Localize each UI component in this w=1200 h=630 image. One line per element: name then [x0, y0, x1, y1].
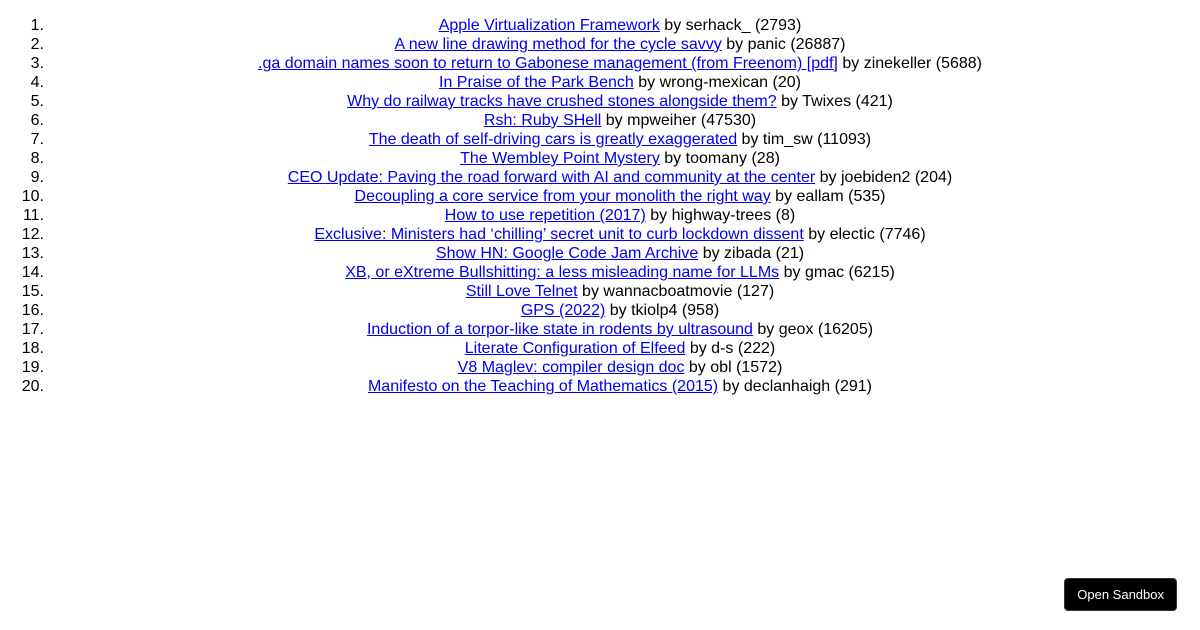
- story-number: 1.: [30, 17, 44, 34]
- story-by-label: by: [689, 340, 707, 357]
- story-number: 14.: [21, 264, 44, 281]
- story-number: 4.: [30, 74, 44, 91]
- story-by-label: by: [688, 359, 706, 376]
- story-author: electic: [829, 226, 875, 243]
- story-item: [0, 282, 1200, 301]
- story-title-link[interactable]: Rsh: Ruby SHell: [483, 112, 602, 129]
- story-by-label: by: [783, 264, 801, 281]
- story-score: (204): [914, 169, 953, 186]
- story-author: joebiden2: [840, 169, 911, 186]
- story-score: (222): [737, 340, 776, 357]
- story-score: (47530): [700, 112, 757, 129]
- story-title-link[interactable]: The Wembley Point Mystery: [460, 150, 660, 167]
- story-number: 11.: [22, 207, 44, 224]
- story-number: 5.: [30, 93, 44, 110]
- story-score: (535): [848, 188, 886, 205]
- story-by-label: by: [650, 207, 668, 224]
- story-score: (1572): [736, 359, 783, 376]
- story-title-link[interactable]: A new line drawing method for the cycle savvy: [394, 36, 722, 53]
- story-item: [0, 320, 1200, 339]
- story-by-label: by: [664, 17, 682, 34]
- story-score: (16205): [817, 321, 874, 338]
- story-by-label: by: [722, 378, 740, 395]
- story-score: (7746): [879, 226, 926, 243]
- story-item: [0, 130, 1200, 149]
- story-author: geox: [778, 321, 814, 338]
- story-number: 12.: [21, 226, 44, 243]
- story-title-link[interactable]: .ga domain names soon to return to Gabonese management (from Freenom) [pdf]: [258, 55, 838, 72]
- story-author: highway-trees: [671, 207, 772, 224]
- story-author: d-s: [711, 340, 734, 357]
- story-title-link[interactable]: Literate Configuration of Elfeed: [464, 340, 686, 357]
- story-title-link[interactable]: V8 Maglev: compiler design doc: [457, 359, 685, 376]
- story-by-label: by: [638, 74, 656, 91]
- story-title-link[interactable]: The death of self-driving cars is greatly exaggerated: [368, 131, 738, 148]
- story-number: 3.: [30, 55, 44, 72]
- story-score: (291): [834, 378, 873, 395]
- story-by-label: by: [609, 302, 627, 319]
- story-item: [0, 301, 1200, 320]
- story-score: (8): [775, 207, 796, 224]
- story-author: eallam: [796, 188, 844, 205]
- story-number: 2.: [30, 36, 44, 53]
- story-by-label: by: [781, 93, 799, 110]
- story-author: toomany: [685, 150, 748, 167]
- story-author: tim_sw: [762, 131, 813, 148]
- story-author: gmac: [804, 264, 845, 281]
- story-item: [0, 339, 1200, 358]
- story-title-link[interactable]: Manifesto on the Teaching of Mathematics (2015): [367, 378, 719, 395]
- story-by-label: by: [819, 169, 837, 186]
- story-number: 17.: [21, 321, 44, 338]
- story-title-link[interactable]: How to use repetition (2017): [444, 207, 646, 224]
- story-author: serhack_: [685, 17, 751, 34]
- story-by-label: by: [842, 55, 860, 72]
- story-number: 9.: [30, 169, 44, 186]
- story-title-link[interactable]: Why do railway tracks have crushed stones alongside them?: [347, 93, 777, 110]
- story-number: 8.: [30, 150, 44, 167]
- story-by-label: by: [808, 226, 826, 243]
- story-item: [0, 168, 1200, 187]
- story-number: 16.: [21, 302, 44, 319]
- story-number: 19.: [21, 359, 44, 376]
- story-number: 18.: [21, 340, 44, 357]
- story-number: 13.: [21, 245, 44, 262]
- open-sandbox-button[interactable]: Open Sandbox: [1064, 578, 1177, 611]
- story-score: (20): [772, 74, 801, 91]
- story-item: [0, 16, 1200, 35]
- story-item: [0, 73, 1200, 92]
- story-title-link[interactable]: Apple Virtualization Framework: [438, 17, 660, 34]
- story-number: 6.: [30, 112, 44, 129]
- story-by-label: by: [726, 36, 744, 53]
- story-item: [0, 263, 1200, 282]
- story-author: Twixes: [802, 93, 852, 110]
- story-by-label: by: [757, 321, 775, 338]
- story-title-link[interactable]: Exclusive: Ministers had ‘chilling’ secret unit to curb lockdown dissent: [314, 226, 804, 243]
- story-item: [0, 225, 1200, 244]
- story-author: tkiolp4: [631, 302, 678, 319]
- story-item: [0, 35, 1200, 54]
- story-item: [0, 358, 1200, 377]
- story-score: (2793): [755, 17, 802, 34]
- story-by-label: by: [664, 150, 682, 167]
- story-by-label: by: [605, 112, 623, 129]
- story-by-label: by: [775, 188, 793, 205]
- story-item: [0, 149, 1200, 168]
- story-item: [0, 206, 1200, 225]
- story-author: zinekeller: [863, 55, 932, 72]
- story-author: zibada: [724, 245, 772, 262]
- story-number: 10.: [21, 188, 44, 205]
- story-score: (26887): [790, 36, 846, 53]
- story-score: (6215): [848, 264, 895, 281]
- story-number: 15.: [21, 283, 44, 300]
- story-by-label: by: [702, 245, 720, 262]
- story-title-link[interactable]: GPS (2022): [520, 302, 606, 319]
- story-author: declanhaigh: [743, 378, 831, 395]
- story-title-link[interactable]: Still Love Telnet: [465, 283, 578, 300]
- story-score: (28): [751, 150, 780, 167]
- story-title-link[interactable]: XB, or eXtreme Bullshitting: a less misleading name for LLMs: [345, 264, 780, 281]
- story-item: [0, 54, 1200, 73]
- story-title-link[interactable]: Induction of a torpor-like state in rodents by ultrasound: [366, 321, 753, 338]
- story-score: (21): [775, 245, 805, 262]
- story-author: panic: [747, 36, 786, 53]
- story-score: (421): [855, 93, 893, 110]
- story-author: wannacboatmovie: [603, 283, 733, 300]
- story-item: [0, 92, 1200, 111]
- story-item: [0, 187, 1200, 206]
- story-score: (127): [736, 283, 775, 300]
- story-by-label: by: [741, 131, 759, 148]
- story-title-link[interactable]: Decoupling a core service from your monolith the right way: [354, 188, 771, 205]
- story-author: wrong-mexican: [659, 74, 769, 91]
- story-score: (11093): [817, 131, 872, 148]
- story-score: (5688): [935, 55, 982, 72]
- story-item: [0, 244, 1200, 263]
- story-item: [0, 377, 1200, 396]
- story-item: [0, 111, 1200, 130]
- story-title-link[interactable]: Show HN: Google Code Jam Archive: [435, 245, 699, 262]
- story-author: mpweiher: [627, 112, 697, 129]
- story-title-link[interactable]: In Praise of the Park Bench: [439, 74, 634, 91]
- story-number: 20.: [21, 378, 44, 395]
- story-score: (958): [681, 302, 720, 319]
- story-title-link[interactable]: CEO Update: Paving the road forward with AI and community at the center: [287, 169, 816, 186]
- story-by-label: by: [582, 283, 599, 300]
- story-number: 7.: [30, 131, 44, 148]
- story-author: obl: [710, 359, 732, 376]
